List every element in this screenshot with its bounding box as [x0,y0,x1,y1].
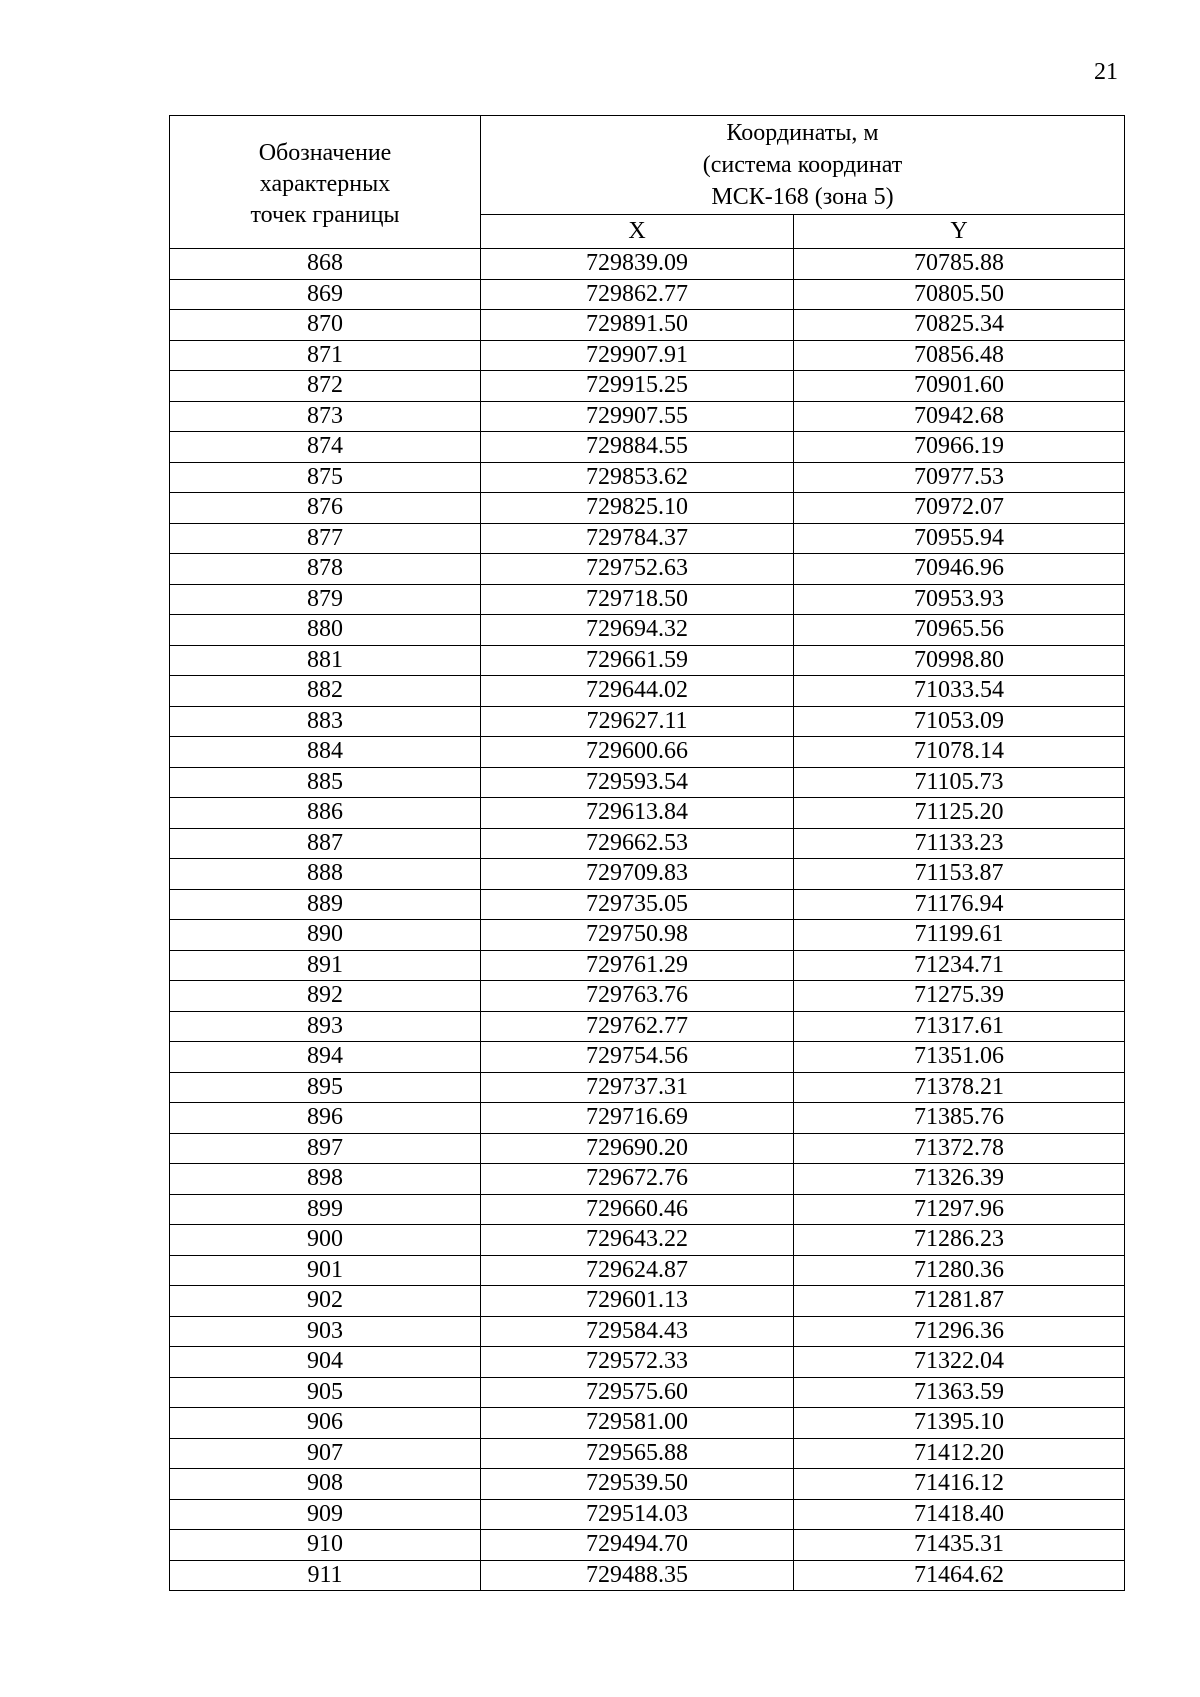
cell-y: 71464.62 [794,1560,1125,1591]
cell-point-id: 880 [170,615,481,646]
table-row [170,1347,1125,1378]
table-row [170,1560,1125,1591]
cell-x: 729853.62 [481,462,794,493]
table-row [170,1530,1125,1561]
cell-x: 729737.31 [481,1072,794,1103]
cell-point-id: 877 [170,523,481,554]
cell-point-id: 881 [170,645,481,676]
table-row [170,828,1125,859]
cell-x: 729907.91 [481,340,794,371]
cell-x: 729825.10 [481,493,794,524]
cell-x: 729735.05 [481,889,794,920]
table-row [170,523,1125,554]
cell-y: 70825.34 [794,310,1125,341]
table-header [170,116,1125,249]
cell-point-id: 910 [170,1530,481,1561]
header-row-top [170,116,1125,215]
cell-y: 71199.61 [794,920,1125,951]
table-row [170,798,1125,829]
table-row [170,1469,1125,1500]
cell-point-id: 882 [170,676,481,707]
cell-point-id: 892 [170,981,481,1012]
table-row [170,371,1125,402]
table-row [170,1225,1125,1256]
cell-point-id: 895 [170,1072,481,1103]
cell-point-id: 879 [170,584,481,615]
cell-y: 71351.06 [794,1042,1125,1073]
cell-x: 729643.22 [481,1225,794,1256]
header-point-designation [170,116,481,249]
cell-point-id: 871 [170,340,481,371]
header-y: Y [794,215,1125,249]
table-row [170,767,1125,798]
table-row [170,1255,1125,1286]
cell-x: 729565.88 [481,1438,794,1469]
table-row [170,737,1125,768]
table-row [170,493,1125,524]
cell-point-id: 887 [170,828,481,859]
cell-point-id: 900 [170,1225,481,1256]
cell-y: 71125.20 [794,798,1125,829]
table-row [170,1164,1125,1195]
cell-point-id: 897 [170,1133,481,1164]
table-row [170,1408,1125,1439]
cell-y: 70953.93 [794,584,1125,615]
cell-point-id: 899 [170,1194,481,1225]
cell-y: 71078.14 [794,737,1125,768]
cell-y: 71133.23 [794,828,1125,859]
cell-x: 729584.43 [481,1316,794,1347]
header-point-designation-line: характерных [259,170,391,197]
table-row [170,1438,1125,1469]
cell-x: 729754.56 [481,1042,794,1073]
cell-x: 729514.03 [481,1499,794,1530]
cell-point-id: 888 [170,859,481,890]
cell-point-id: 883 [170,706,481,737]
cell-x: 729884.55 [481,432,794,463]
cell-x: 729763.76 [481,981,794,1012]
cell-x: 729660.46 [481,1194,794,1225]
cell-y: 71395.10 [794,1408,1125,1439]
cell-x: 729718.50 [481,584,794,615]
cell-point-id: 876 [170,493,481,524]
cell-point-id: 898 [170,1164,481,1195]
cell-x: 729572.33 [481,1347,794,1378]
cell-x: 729784.37 [481,523,794,554]
cell-point-id: 904 [170,1347,481,1378]
cell-point-id: 890 [170,920,481,951]
page-number: 21 [1094,59,1118,85]
cell-point-id: 909 [170,1499,481,1530]
cell-point-id: 911 [170,1560,481,1591]
cell-x: 729575.60 [481,1377,794,1408]
cell-point-id: 868 [170,249,481,280]
cell-x: 729750.98 [481,920,794,951]
table-row [170,645,1125,676]
cell-point-id: 903 [170,1316,481,1347]
cell-point-id: 905 [170,1377,481,1408]
cell-x: 729716.69 [481,1103,794,1134]
cell-x: 729694.32 [481,615,794,646]
table-row [170,401,1125,432]
cell-x: 729593.54 [481,767,794,798]
table-row [170,279,1125,310]
cell-y: 71234.71 [794,950,1125,981]
cell-y: 71280.36 [794,1255,1125,1286]
cell-point-id: 889 [170,889,481,920]
header-coordinates-line: Координаты, м [726,120,879,146]
cell-x: 729672.76 [481,1164,794,1195]
cell-point-id: 886 [170,798,481,829]
cell-point-id: 901 [170,1255,481,1286]
cell-y: 71326.39 [794,1164,1125,1195]
cell-x: 729494.70 [481,1530,794,1561]
table-row [170,615,1125,646]
table-row [170,981,1125,1012]
header-x: X [481,215,794,249]
cell-x: 729539.50 [481,1469,794,1500]
cell-y: 71105.73 [794,767,1125,798]
cell-point-id: 893 [170,1011,481,1042]
cell-y: 70901.60 [794,371,1125,402]
cell-x: 729661.59 [481,645,794,676]
cell-y: 71363.59 [794,1377,1125,1408]
table-row [170,432,1125,463]
table-row [170,249,1125,280]
cell-x: 729761.29 [481,950,794,981]
cell-point-id: 891 [170,950,481,981]
cell-x: 729752.63 [481,554,794,585]
cell-y: 71281.87 [794,1286,1125,1317]
table-row [170,706,1125,737]
table-row [170,950,1125,981]
cell-point-id: 906 [170,1408,481,1439]
cell-y: 71033.54 [794,676,1125,707]
cell-y: 71385.76 [794,1103,1125,1134]
cell-x: 729762.77 [481,1011,794,1042]
table-row [170,889,1125,920]
cell-point-id: 874 [170,432,481,463]
table-body [170,249,1125,1591]
cell-y: 70942.68 [794,401,1125,432]
header-coordinates-line: МСК-168 (зона 5) [711,184,894,210]
table-row [170,584,1125,615]
cell-point-id: 894 [170,1042,481,1073]
header-coordinates [481,116,1125,215]
cell-y: 71053.09 [794,706,1125,737]
cell-x: 729613.84 [481,798,794,829]
cell-y: 71378.21 [794,1072,1125,1103]
cell-y: 70966.19 [794,432,1125,463]
cell-y: 70946.96 [794,554,1125,585]
table-row [170,1194,1125,1225]
cell-point-id: 873 [170,401,481,432]
cell-point-id: 872 [170,371,481,402]
table-row [170,1103,1125,1134]
cell-x: 729709.83 [481,859,794,890]
table-row [170,676,1125,707]
table-row [170,1133,1125,1164]
cell-point-id: 869 [170,279,481,310]
coordinates-table [169,115,1125,1591]
cell-y: 71176.94 [794,889,1125,920]
table-row [170,859,1125,890]
cell-y: 71372.78 [794,1133,1125,1164]
cell-y: 71435.31 [794,1530,1125,1561]
cell-point-id: 878 [170,554,481,585]
table-row [170,1316,1125,1347]
cell-point-id: 885 [170,767,481,798]
cell-y: 70972.07 [794,493,1125,524]
header-coordinates-line: (система координат [702,152,903,178]
cell-x: 729600.66 [481,737,794,768]
cell-y: 71412.20 [794,1438,1125,1469]
cell-y: 71297.96 [794,1194,1125,1225]
table-row [170,1011,1125,1042]
cell-x: 729662.53 [481,828,794,859]
header-point-designation-line: Обозначение [258,139,392,166]
cell-point-id: 907 [170,1438,481,1469]
cell-x: 729915.25 [481,371,794,402]
table-row [170,1286,1125,1317]
cell-y: 71296.36 [794,1316,1125,1347]
cell-point-id: 884 [170,737,481,768]
cell-y: 71322.04 [794,1347,1125,1378]
cell-point-id: 896 [170,1103,481,1134]
cell-y: 70998.80 [794,645,1125,676]
cell-x: 729839.09 [481,249,794,280]
cell-y: 71418.40 [794,1499,1125,1530]
cell-y: 70856.48 [794,340,1125,371]
cell-x: 729624.87 [481,1255,794,1286]
cell-x: 729627.11 [481,706,794,737]
table-row [170,1377,1125,1408]
table-row [170,310,1125,341]
cell-x: 729601.13 [481,1286,794,1317]
table-row [170,1072,1125,1103]
cell-point-id: 870 [170,310,481,341]
cell-x: 729581.00 [481,1408,794,1439]
cell-x: 729644.02 [481,676,794,707]
cell-y: 70955.94 [794,523,1125,554]
cell-y: 71286.23 [794,1225,1125,1256]
table-row [170,1042,1125,1073]
cell-y: 70785.88 [794,249,1125,280]
cell-point-id: 875 [170,462,481,493]
header-point-designation-line: точек границы [250,201,400,228]
cell-y: 70805.50 [794,279,1125,310]
cell-x: 729862.77 [481,279,794,310]
table-row [170,554,1125,585]
cell-x: 729488.35 [481,1560,794,1591]
cell-y: 70965.56 [794,615,1125,646]
table-row [170,920,1125,951]
cell-x: 729891.50 [481,310,794,341]
cell-x: 729690.20 [481,1133,794,1164]
table-row [170,340,1125,371]
table-row [170,462,1125,493]
cell-y: 71275.39 [794,981,1125,1012]
cell-x: 729907.55 [481,401,794,432]
cell-y: 71416.12 [794,1469,1125,1500]
table-row [170,1499,1125,1530]
cell-y: 71317.61 [794,1011,1125,1042]
cell-y: 71153.87 [794,859,1125,890]
cell-y: 70977.53 [794,462,1125,493]
cell-point-id: 902 [170,1286,481,1317]
cell-point-id: 908 [170,1469,481,1500]
